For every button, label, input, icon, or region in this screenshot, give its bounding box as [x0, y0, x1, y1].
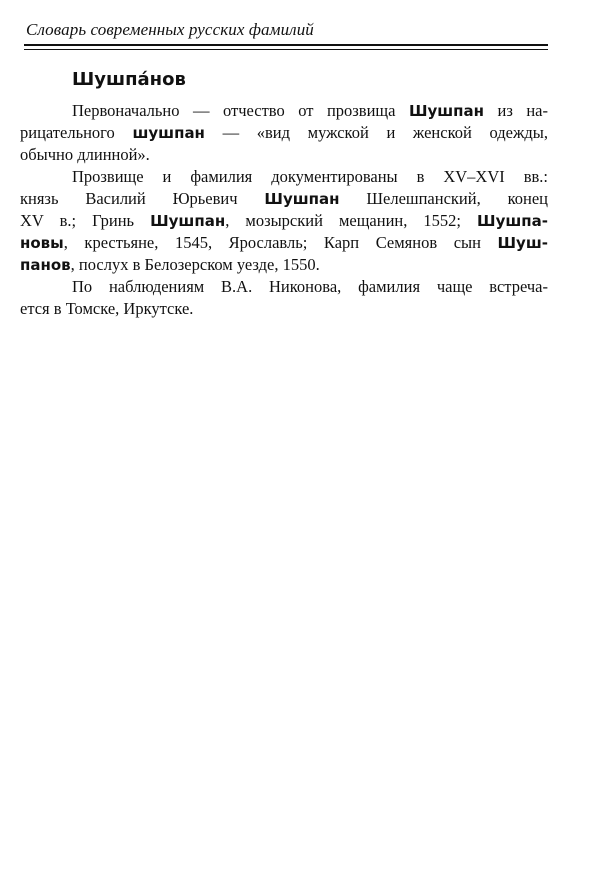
paragraph-line: Прозвище и фамилия документированы в XV–XVI вв.: — [72, 167, 548, 186]
paragraph-line: рицательного шушпан — «вид мужской и женской одежды, — [20, 123, 548, 142]
paragraph-line: Первоначально — отчество от прозвища Шушпан из на- — [72, 101, 549, 120]
keyword: Шушпа- — [477, 212, 548, 230]
paragraph-line: панов, послух в Белозерском уезде, 1550. — [20, 255, 320, 274]
entry-headword: Шушпа́нов — [72, 69, 186, 90]
paragraph-line: новы, крестьяне, 1545, Ярославль; Карп Семянов сын Шуш- — [20, 233, 548, 252]
running-header: Словарь современных русских фамилий — [26, 20, 314, 39]
paragraph-line: ется в Томске, Иркутске. — [20, 299, 194, 318]
paragraph-line: XV в.; Гринь Шушпан, мозырский мещанин, 1552; Шушпа- — [20, 211, 548, 230]
paragraph-origin — [20, 100, 549, 166]
keyword: Шушпан — [408, 102, 485, 120]
keyword: Шушпан — [264, 190, 340, 208]
paragraph-distribution — [20, 276, 548, 320]
paragraph-line: По наблюдениям В.А. Никонова, фамилия чаще встреча- — [72, 277, 548, 296]
paragraph-documentation — [20, 166, 548, 276]
header-rule-thick — [24, 44, 548, 46]
paragraph-line: князь Василий Юрьевич Шушпан Шелешпанский, конец — [20, 189, 548, 208]
header-rule-thin — [24, 49, 548, 50]
keyword: новы — [20, 234, 64, 252]
paragraph-line: обычно длинной». — [20, 145, 150, 164]
keyword: панов — [20, 256, 71, 274]
dictionary-entry — [20, 64, 549, 320]
keyword: Шуш- — [497, 234, 548, 252]
keyword: Шушпан — [150, 212, 226, 230]
keyword: шушпан — [132, 124, 205, 142]
